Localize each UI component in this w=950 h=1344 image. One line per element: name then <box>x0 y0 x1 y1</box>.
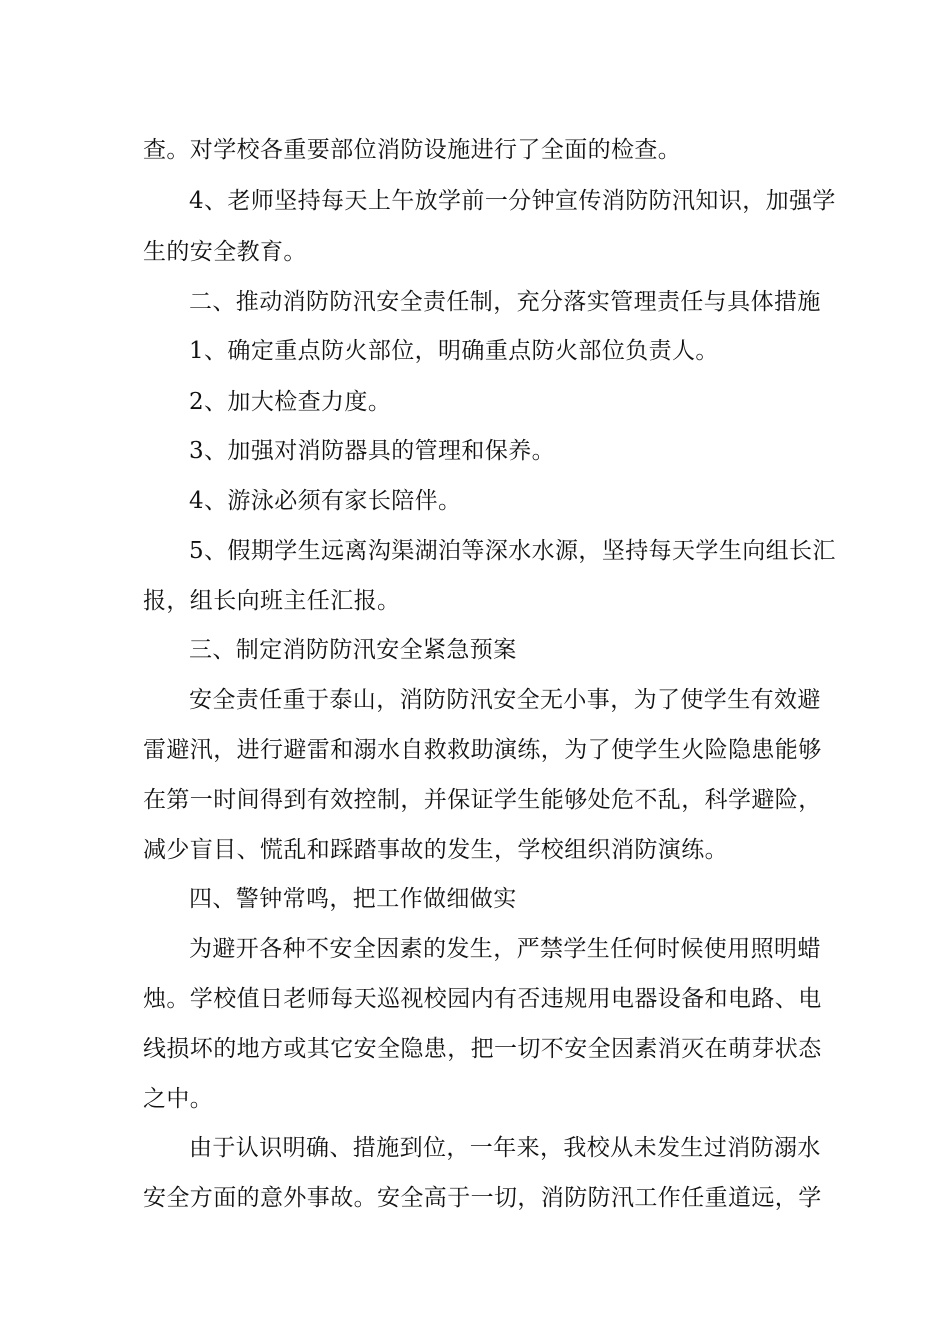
text-line: 安全方面的意外事故。安全高于一切，消防防汛工作任重道远，学 <box>143 1185 822 1211</box>
text-line: 为避开各种不安全因素的发生，严禁学生任何时候使用照明蜡 <box>189 936 821 962</box>
text-line: 烛。学校值日老师每天巡视校园内有否违规用电器设备和电路、电 <box>143 986 822 1012</box>
text-line: 安全责任重于泰山，消防防汛安全无小事，为了使学生有效避 <box>189 687 821 713</box>
text-line: 报，组长向班主任汇报。 <box>143 588 401 614</box>
text-line: 2、加大检查力度。 <box>189 389 392 415</box>
text-line: 3、加强对消防器具的管理和保养。 <box>189 438 556 464</box>
text-line: 减少盲目、慌乱和踩踏事故的发生，学校组织消防演练。 <box>143 837 728 863</box>
text-line: 生的安全教育。 <box>143 239 307 265</box>
section-heading: 三、制定消防防汛安全紧急预案 <box>189 637 517 663</box>
text-line: 在第一时间得到有效控制，并保证学生能够处危不乱，科学避险， <box>143 787 822 813</box>
text-line: 线损坏的地方或其它安全隐患，把一切不安全因素消灭在萌芽状态 <box>143 1036 822 1062</box>
text-line: 4、老师坚持每天上午放学前一分钟宣传消防防汛知识，加强学 <box>189 188 836 214</box>
text-line: 查。对学校各重要部位消防设施进行了全面的检查。 <box>143 137 682 163</box>
text-line: 雷避汛，进行避雷和溺水自救救助演练，为了使学生火险隐患能够 <box>143 737 822 763</box>
section-heading: 四、警钟常鸣，把工作做细做实 <box>189 886 517 912</box>
text-line: 由于认识明确、措施到位，一年来，我校从未发生过消防溺水 <box>189 1135 821 1161</box>
text-line: 之中。 <box>143 1086 214 1112</box>
text-line: 4、游泳必须有家长陪伴。 <box>189 488 462 514</box>
section-heading: 二、推动消防防汛安全责任制，充分落实管理责任与具体措施 <box>189 289 821 315</box>
text-line: 5、假期学生远离沟渠湖泊等深水水源，坚持每天学生向组长汇 <box>189 538 836 564</box>
text-line: 1、确定重点防火部位，明确重点防火部位负责人。 <box>189 338 719 364</box>
